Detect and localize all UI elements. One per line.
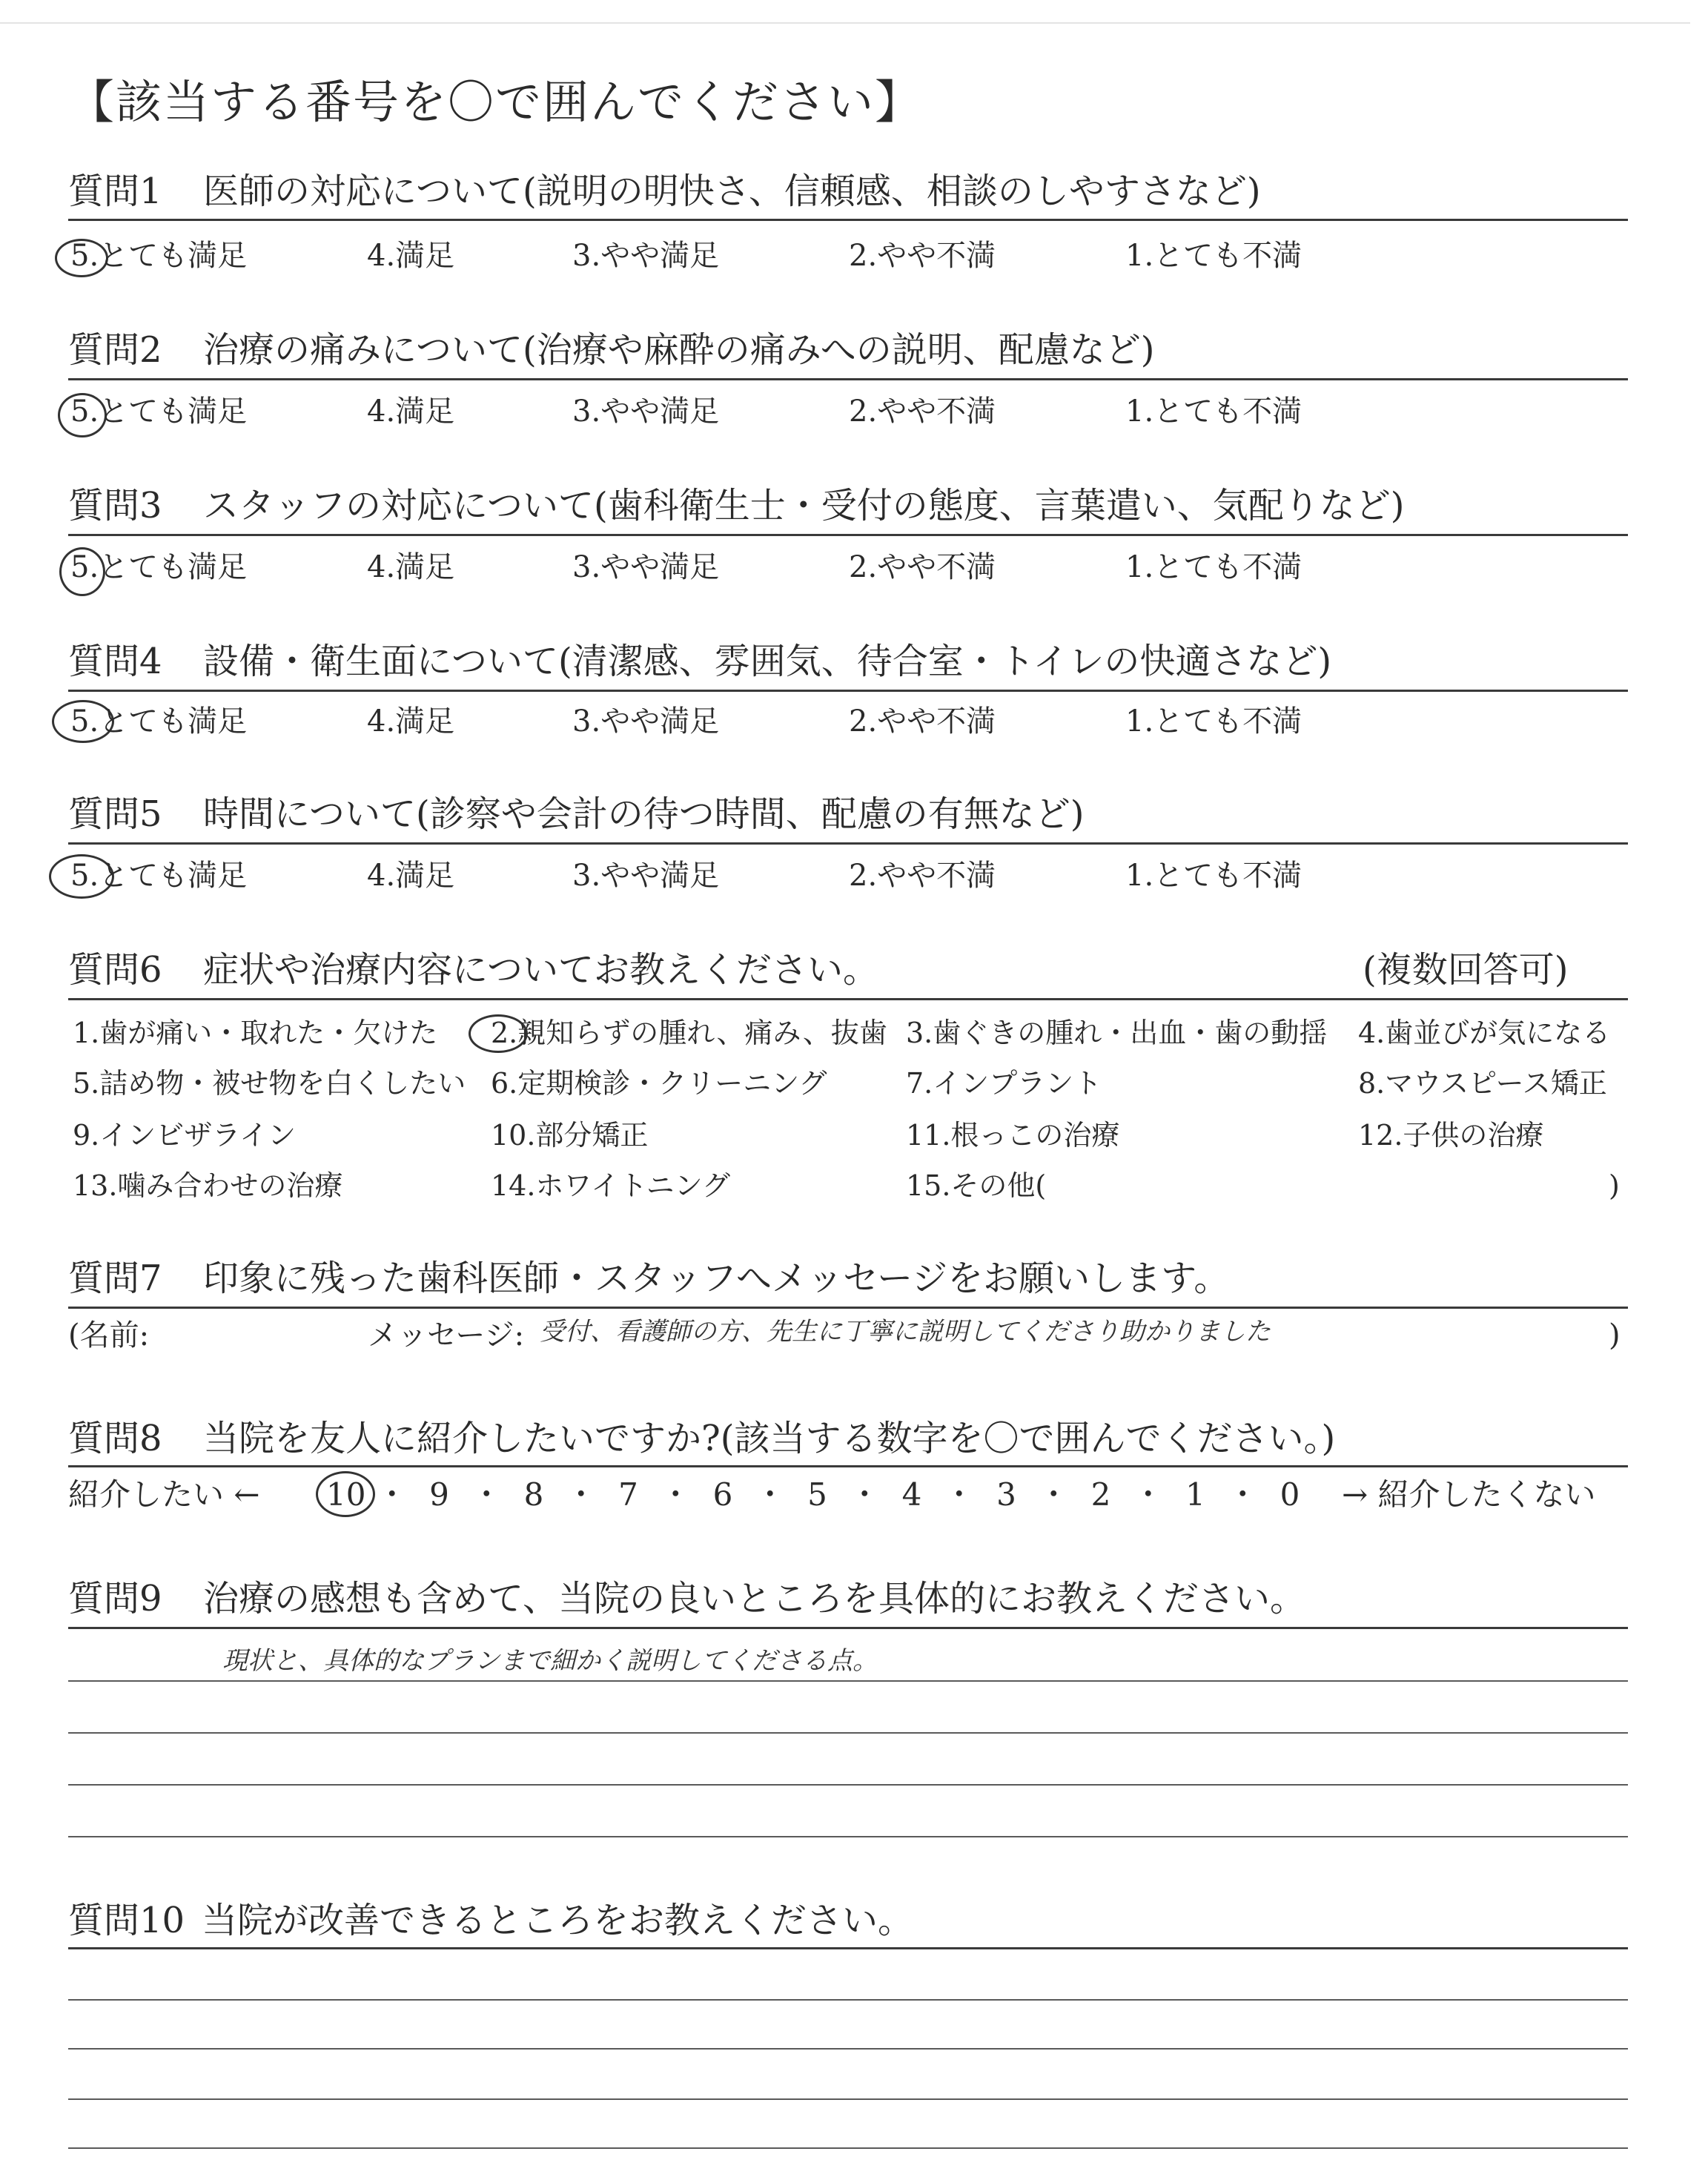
q1-option-1[interactable]: 1.とても不満 — [1125, 239, 1302, 273]
q5-option-1[interactable]: 1.とても不満 — [1125, 859, 1302, 893]
answer-line — [68, 2048, 1628, 2050]
question-number: 質問3 — [68, 485, 162, 526]
q3-option-5[interactable]: 5.とても満足 — [70, 550, 248, 584]
q6-option-10[interactable]: 10.部分矯正 — [491, 1119, 649, 1152]
q5-option-4[interactable]: 4.満足 — [367, 859, 455, 893]
question-number: 質問10 — [68, 1900, 185, 1941]
scale-separator: ・ — [471, 1476, 503, 1513]
question-number: 質問7 — [68, 1258, 162, 1299]
question-2 — [68, 328, 1155, 372]
answer-line — [68, 2098, 1628, 2100]
q6-option-8[interactable]: 8.マウスピース矯正 — [1358, 1067, 1607, 1100]
question-text: 時間について(診察や会計の待つ時間、配慮の有無など) — [203, 793, 1085, 835]
question-6-rule — [68, 998, 1628, 1000]
scale-separator: ・ — [376, 1476, 408, 1513]
question-text: 治療の感想も含めて、当院の良いところを具体的にお教えください。 — [203, 1578, 1306, 1619]
scale-separator: ・ — [943, 1476, 975, 1513]
question-6 — [68, 948, 878, 992]
question-5 — [68, 792, 1085, 836]
q5-option-2[interactable]: 2.やや不満 — [849, 859, 996, 893]
question-2-rule — [68, 378, 1628, 380]
question-text: 医師の対応について(説明の明快さ、信頼感、相談のしやすさなど) — [203, 171, 1261, 212]
scale-separator: ・ — [849, 1476, 881, 1513]
question-3-rule — [68, 534, 1628, 536]
question-number: 質問9 — [68, 1578, 162, 1619]
multiple-answers-note: (複数回答可) — [1363, 949, 1569, 991]
q6-option-5[interactable]: 5.詰め物・被せ物を白くしたい — [73, 1067, 466, 1100]
recommend-score-9[interactable]: 9 — [429, 1476, 449, 1513]
q6-option-13[interactable]: 13.噛み合わせの治療 — [73, 1169, 343, 1202]
q1-option-4[interactable]: 4.満足 — [367, 239, 455, 273]
question-10 — [68, 1898, 913, 1943]
q1-option-2[interactable]: 2.やや不満 — [849, 239, 996, 273]
question-text: 症状や治療内容についてお教えください。 — [203, 949, 879, 991]
recommend-right-label: → 紹介したくない — [1342, 1476, 1596, 1513]
q5-option-3[interactable]: 3.やや満足 — [572, 859, 720, 893]
q1-option-5[interactable]: 5.とても満足 — [70, 239, 248, 273]
question-4 — [68, 639, 1331, 684]
q6-other-close-paren: ) — [1609, 1169, 1620, 1202]
q6-option-6[interactable]: 6.定期検診・クリーニング — [491, 1067, 827, 1100]
answer-line — [68, 1732, 1628, 1734]
answer-line — [68, 1680, 1628, 1682]
name-label: (名前: — [68, 1318, 150, 1353]
q6-option-7[interactable]: 7.インプラント — [906, 1067, 1102, 1100]
page-title: 【該当する番号を〇で囲んでください】 — [68, 75, 923, 129]
recommend-score-1[interactable]: 1 — [1185, 1476, 1205, 1513]
q3-option-4[interactable]: 4.満足 — [367, 550, 455, 584]
question-number: 質問4 — [68, 641, 162, 682]
good-points-handwritten: 現状と、具体的なプランまで細かく説明してくださる点。 — [222, 1646, 878, 1676]
question-text: 印象に残った歯科医師・スタッフへメッセージをお願いします。 — [203, 1258, 1230, 1299]
q4-option-2[interactable]: 2.やや不満 — [849, 704, 996, 739]
q6-option-3[interactable]: 3.歯ぐきの腫れ・出血・歯の動揺 — [906, 1017, 1328, 1049]
q6-option-11[interactable]: 11.根っこの治療 — [906, 1119, 1120, 1152]
recommend-score-8[interactable]: 8 — [523, 1476, 544, 1513]
recommend-score-4[interactable]: 4 — [901, 1476, 922, 1513]
q3-option-1[interactable]: 1.とても不満 — [1125, 550, 1302, 584]
question-1-rule — [68, 219, 1628, 221]
question-text: 当院を友人に紹介したいですか?(該当する数字を〇で囲んでください。) — [203, 1418, 1336, 1459]
q5-option-5[interactable]: 5.とても満足 — [70, 859, 248, 893]
q6-option-4[interactable]: 4.歯並びが気になる — [1358, 1017, 1611, 1049]
q6-option-9[interactable]: 9.インビザライン — [73, 1119, 297, 1152]
scale-separator: ・ — [565, 1476, 597, 1513]
q3-option-2[interactable]: 2.やや不満 — [849, 550, 996, 584]
question-3 — [68, 483, 1405, 528]
recommend-score-5[interactable]: 5 — [807, 1476, 827, 1513]
question-9-rule — [68, 1627, 1628, 1629]
scale-separator: ・ — [754, 1476, 786, 1513]
q4-option-1[interactable]: 1.とても不満 — [1125, 704, 1302, 739]
question-text: 当院が改善できるところをお教えください。 — [202, 1900, 914, 1941]
answer-line — [68, 1784, 1628, 1786]
q2-option-1[interactable]: 1.とても不満 — [1125, 394, 1302, 429]
question-number: 質問6 — [68, 949, 162, 991]
scale-separator: ・ — [1227, 1476, 1259, 1513]
question-8-rule — [68, 1465, 1628, 1467]
scale-separator: ・ — [660, 1476, 692, 1513]
recommend-score-0[interactable]: 0 — [1280, 1476, 1300, 1513]
question-8 — [68, 1416, 1335, 1461]
question-5-rule — [68, 842, 1628, 845]
answer-line — [68, 1999, 1628, 2001]
scale-separator: ・ — [1132, 1476, 1164, 1513]
recommend-score-7[interactable]: 7 — [618, 1476, 638, 1513]
question-7-rule — [68, 1307, 1628, 1309]
q6-option-12[interactable]: 12.子供の治療 — [1358, 1119, 1544, 1152]
q6-option-2[interactable]: 2.親知らずの腫れ、痛み、抜歯 — [491, 1017, 887, 1049]
message-label: メッセージ: — [368, 1318, 525, 1353]
question-7 — [68, 1256, 1229, 1301]
question-1 — [68, 169, 1261, 214]
q6-option-14[interactable]: 14.ホワイトニング — [491, 1169, 731, 1202]
recommend-score-2[interactable]: 2 — [1090, 1476, 1111, 1513]
question-10-rule — [68, 1947, 1628, 1949]
q3-option-3[interactable]: 3.やや満足 — [572, 550, 720, 584]
scale-separator: ・ — [1038, 1476, 1070, 1513]
question-text: 治療の痛みについて(治療や麻酔の痛みへの説明、配慮など) — [203, 329, 1155, 371]
question-text: 設備・衛生面について(清潔感、雰囲気、待合室・トイレの快適さなど) — [203, 641, 1332, 682]
q2-option-3[interactable]: 3.やや満足 — [572, 394, 720, 429]
message-handwritten: 受付、看護師の方、先生に丁寧に説明してくださり助かりました — [540, 1317, 1271, 1347]
answer-line — [68, 1836, 1628, 1837]
question-number: 質問8 — [68, 1418, 162, 1459]
q6-option-1[interactable]: 1.歯が痛い・取れた・欠けた — [73, 1017, 438, 1049]
recommend-score-3[interactable]: 3 — [996, 1476, 1016, 1513]
recommend-left-label: 紹介したい ← — [68, 1476, 260, 1513]
q2-option-2[interactable]: 2.やや不満 — [849, 394, 996, 429]
q4-option-5[interactable]: 5.とても満足 — [70, 704, 248, 739]
recommend-score-6[interactable]: 6 — [712, 1476, 733, 1513]
question-number: 質問2 — [68, 329, 162, 371]
question-4-rule — [68, 690, 1628, 692]
question-text: スタッフの対応について(歯科衛生士・受付の態度、言葉遣い、気配りなど) — [203, 485, 1405, 526]
answer-line — [68, 2147, 1628, 2149]
q2-option-5[interactable]: 5.とても満足 — [70, 394, 248, 429]
q2-option-4[interactable]: 4.満足 — [367, 394, 455, 429]
q1-option-3[interactable]: 3.やや満足 — [572, 239, 720, 273]
recommend-score-10[interactable]: 10 — [326, 1476, 366, 1513]
page-top-border — [0, 22, 1690, 24]
q4-option-4[interactable]: 4.満足 — [367, 704, 455, 739]
question-number: 質問1 — [68, 171, 162, 212]
q6-option-15[interactable]: 15.その他( — [906, 1169, 1047, 1202]
q4-option-3[interactable]: 3.やや満足 — [572, 704, 720, 739]
question-9 — [68, 1576, 1305, 1621]
question-number: 質問5 — [68, 793, 162, 835]
message-close-paren: ) — [1609, 1318, 1621, 1353]
